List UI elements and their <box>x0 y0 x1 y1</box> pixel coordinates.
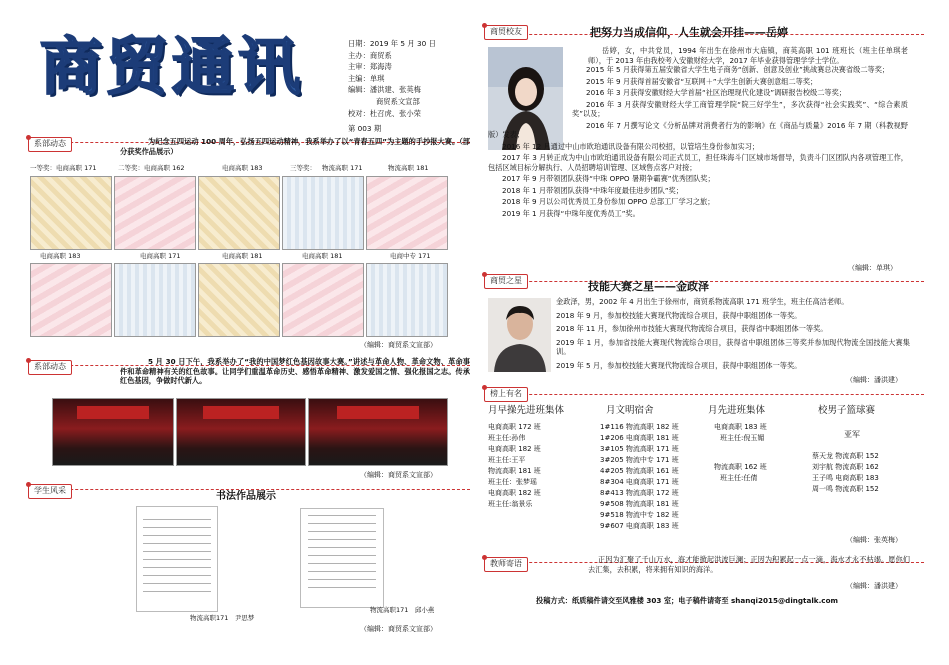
honor-col-class-a <box>714 423 767 445</box>
list-item: 物流高职 181 班 <box>488 467 541 475</box>
sec1-intro: 为纪念五四运动 100 周年，弘扬五四运动精神，我系举办了以“青春五四”为主题的手抄报大赛。（部分获奖作品展示） <box>120 137 470 156</box>
list-item: 3#205 物流中专 171 班 <box>600 456 679 464</box>
handwritten-paper-photo <box>282 176 364 250</box>
section-tag-dept-news-2: 系部动态 <box>28 360 72 375</box>
list-item: 蔡天龙 物流高职 152 <box>812 452 879 460</box>
list-item: 3#105 物流高职 171 班 <box>600 445 679 453</box>
star-portrait <box>488 298 551 372</box>
alumni-para: 2018 年 1 月带领团队获得“中珠年度最佳进步团队”奖； <box>502 185 683 195</box>
handwritten-paper-photo <box>30 263 112 337</box>
row2-label-4: 电商高职 181 <box>302 252 343 260</box>
honor-credit: （编辑：张英梅） <box>846 536 902 544</box>
section-tag-star: 商贸之星 <box>484 274 528 289</box>
info-editor: 主编：单琪 <box>348 73 385 83</box>
list-item: 8#304 电商高职 171 班 <box>600 478 679 486</box>
list-item: 物流高职 162 班 <box>714 463 767 471</box>
handwritten-paper-photo <box>114 263 196 337</box>
list-item: 1#116 物流高职 182 班 <box>600 423 679 431</box>
list-item: 班主任:倪玉媚 <box>720 434 765 442</box>
calligraphy-caption-2: 物流高职171 邱小燕 <box>370 606 435 614</box>
section-tag-dept-news-1: 系部动态 <box>28 137 72 152</box>
alumni-para: 2019 年 1 月获得“中珠年度优秀员工”奖。 <box>502 208 640 218</box>
handwritten-paper-photo <box>366 176 448 250</box>
prize-label-5: 物流高职 171 <box>322 164 363 172</box>
list-item: 班主任:王平 <box>488 456 526 464</box>
honor-col-basketball <box>812 452 879 496</box>
list-item: 班主任:孙伟 <box>488 434 526 442</box>
alumni-para: 2016 年 7 月撰写论文《分析品牌对消费者行为的影响》在《商品与质量》2016 年 7 期（科教视野版）发表； <box>488 120 908 139</box>
prize-label-3: 电商高职 183 <box>222 164 263 172</box>
message-credit: （编辑：潘洪建） <box>846 582 902 590</box>
info-editors: 编辑：潘洪建、张英梅 <box>348 85 421 95</box>
star-para: 2018 年 11 月，参加徐州市技能大赛现代物流综合项目，获得省中职组团体一等奖。 <box>556 324 828 333</box>
honor-col-dorm <box>600 423 679 533</box>
star-para: 2019 年 5 月，参加校技能大赛现代物流综合项目，获得中职组团体一等奖。 <box>556 360 802 370</box>
list-item: 班主任：张梦瑶 <box>488 478 537 486</box>
info-host: 主办：商贸系 <box>348 50 392 60</box>
footer-submission: 投稿方式：纸质稿件请交至风雅楼 303 室；电子稿件请寄至 shanqi2015@dingtalk.com <box>536 596 838 605</box>
handwritten-paper-photo <box>198 176 280 250</box>
list-item: 班主任:任倩 <box>720 474 758 482</box>
issue-info <box>348 38 436 119</box>
list-item: 1#206 电商高职 181 班 <box>600 434 679 442</box>
teacher-message-text: 正因为汇聚了千山万水，海才能掀起洪波巨澜；正因为积累起一点一滴，海水才永不枯竭。愿你们去汇集，去积累，将来拥有知识的海洋。 <box>588 555 910 574</box>
alumni-body <box>488 46 908 218</box>
star-credit: （编辑：潘洪建） <box>846 376 902 384</box>
info-date: 日期：2019 年 5 月 30 日 <box>348 39 436 48</box>
list-item: 9#518 物流中专 182 班 <box>600 511 679 519</box>
list-item: 9#607 电商高职 183 班 <box>600 522 679 530</box>
star-para: 金政泽，男，2002 年 4 月出生于徐州市，商贸系物流高职 171 班学生，班主任高洁老师。 <box>556 297 849 306</box>
list-item: 9#508 物流高职 181 班 <box>600 500 679 508</box>
list-item: 电商高职 172 班 <box>488 423 541 431</box>
handwritten-paper-photo <box>30 176 112 250</box>
list-item: 4#205 物流高职 161 班 <box>600 467 679 475</box>
alumni-credit: （编辑：单琪） <box>848 264 897 272</box>
info-chief: 主审：郑海涛 <box>348 62 392 72</box>
alumni-para: 2017 年 9 月带领团队获得“中珠 OPPO 暑期争霸赛”优秀团队奖； <box>502 174 715 183</box>
alumni-para: 2018 年 9 月以公司优秀员工身份参加 OPPO 总部工厂学习之旅； <box>502 197 715 206</box>
section-tag-honor: 榜上有名 <box>484 387 528 402</box>
section-tag-alumni: 商贸校友 <box>484 25 528 40</box>
star-title: 技能大赛之星——金政泽 <box>588 280 709 293</box>
calligraphy-title: 书法作品展示 <box>216 491 276 502</box>
row2-label-1: 电商高职 183 <box>40 252 81 260</box>
list-item: 电商高职 182 班 <box>488 489 541 497</box>
prize-label-6: 物流高职 181 <box>388 164 429 172</box>
honor-col-exercise <box>488 423 541 511</box>
honor-head-4: 校男子篮球赛 <box>818 405 876 416</box>
alumni-para: 2015 年 5 月获得第五届安徽省大学生电子商务“创新、创意及创业”挑战赛总决赛省级二等奖； <box>586 65 890 74</box>
stage-photo <box>52 398 174 466</box>
handwritten-paper-photo <box>198 263 280 337</box>
handwritten-paper-photo <box>366 263 448 337</box>
alumni-para: 2016 年 12 月通过中山市欧珀通讯设备有限公司校招，以管培生身份参加实习； <box>502 141 760 151</box>
honor-runner-up: 亚军 <box>844 430 860 439</box>
stage-photo <box>176 398 306 466</box>
prize-label-4: 三等奖： <box>290 164 316 172</box>
prize-label-1: 一等奖：电商高职 171 <box>30 164 97 172</box>
honor-col-class-b <box>714 463 767 485</box>
row2-label-2: 电商高职 171 <box>140 252 181 260</box>
sec2-text: 5 月 30 日下午，我系举办了“我的中国梦红色基因故事大赛。”讲述与革命人物、革命文物、革命事件和革命精神有关的红色故事。让同学们重温革命历史、感悟革命精神、激发爱国之情、强化报国之志。传承红色基因，争做时代新人。 <box>120 357 470 385</box>
row2-label-5: 电商中专 171 <box>390 252 431 260</box>
handwritten-paper-photo <box>282 263 364 337</box>
list-item: 电商高职 183 班 <box>714 423 767 431</box>
list-item: 王子鸣 电商高职 183 <box>812 474 879 482</box>
sec1-credit: （编辑：商贸系文宣部） <box>360 341 437 349</box>
star-body <box>556 297 910 370</box>
list-item: 班主任:翁景乐 <box>488 500 533 508</box>
section-tag-student-style: 学生风采 <box>28 484 72 499</box>
star-para: 2019 年 1 月，参加省技能大赛现代物流综合项目，获得省中职组团体三等奖并参加现代物流全国技能大赛集训。 <box>556 337 910 356</box>
list-item: 电商高职 182 班 <box>488 445 541 453</box>
honor-head-1: 月早操先进班集体 <box>488 405 565 416</box>
section-tag-teacher-message: 教师寄语 <box>484 557 528 572</box>
alumni-para: 2016 年 3 月获得安徽财经大学工商管理学院“院三好学生”，多次获得“社会实践奖”、“综合素质奖”以及； <box>572 99 908 118</box>
prize-label-2: 二等奖：电商高职 162 <box>118 164 185 172</box>
calligraphy-caption-1: 物流高职171 尹思梦 <box>190 614 255 622</box>
list-item: 刘宇航 物流高职 162 <box>812 463 879 471</box>
stage-photo <box>308 398 448 466</box>
list-item: 8#413 物流高职 172 班 <box>600 489 679 497</box>
calligraphy-work <box>300 508 384 608</box>
info-proof: 校对：杜召虎、张小荣 <box>348 108 421 118</box>
alumni-para: 2015 年 9 月获得首届安徽省“互联网＋”大学生创新大赛创意组二等奖； <box>586 76 818 86</box>
sec3-credit: （编辑：商贸系文宣部） <box>360 625 437 633</box>
list-item: 周一鸣 物流高职 152 <box>812 485 879 493</box>
handwritten-paper-photo <box>114 176 196 250</box>
alumni-para: 岳婷，女，中共党员，1994 年出生在徐州市大庙镇，商英高职 101 班班长（班主任单琪老师），于 2013 年由我校考入安徽财经大学，2017 年毕业获得管理学学士学位。 <box>588 46 908 65</box>
alumni-title: 把努力当成信仰，人生就会开挂——岳婷 <box>590 26 788 39</box>
sec2-credit: （编辑：商贸系文宣部） <box>360 471 437 479</box>
honor-head-2: 月文明宿舍 <box>606 405 654 416</box>
star-para: 2018 年 9 月，参加校技能大赛现代物流综合项目，获得中职组团体一等奖。 <box>556 310 802 320</box>
calligraphy-work <box>136 506 218 612</box>
honor-head-3: 月先进班集体 <box>708 405 766 416</box>
alumni-para: 2017 年 3 月转正成为中山市欧珀通讯设备有限公司正式员工，担任珠海斗门区城市场督导，负责斗门区团队内各项管理工作，包括区域目标分解执行、人员招聘培训管理、区域售点客户对接； <box>488 153 908 172</box>
alumni-para: 2016 年 3 月获得安徽财经大学首届“社区治理现代化建设”调研报告校级二等奖； <box>586 88 846 97</box>
masthead-title: 商贸通讯 <box>40 30 305 103</box>
row2-label-3: 电商高职 181 <box>222 252 263 260</box>
issue-number: 第 003 期 <box>348 124 382 133</box>
info-office: 商贸系文宣部 <box>376 96 420 106</box>
